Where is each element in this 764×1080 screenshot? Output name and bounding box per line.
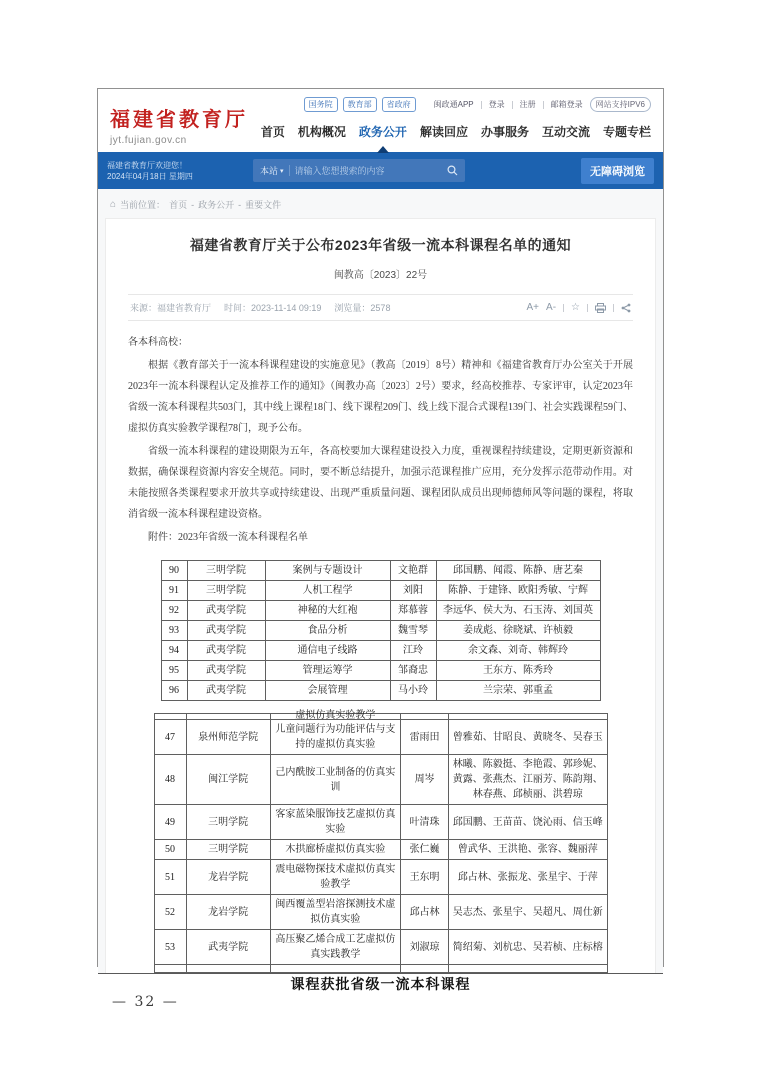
- table-row: [154, 720, 607, 755]
- search-scope-select[interactable]: 本站 ▾: [260, 166, 284, 176]
- cell-course: 震电磁物探技术虚拟仿真实验教学: [270, 860, 400, 895]
- nav-home[interactable]: 首页: [260, 125, 285, 139]
- cell-team: 吴志杰、张星宇、吴超凡、周仕新: [449, 895, 607, 930]
- cell-course: 通信电子线路: [265, 641, 390, 661]
- table-row: [161, 661, 600, 681]
- cell-school: 三明学院: [186, 805, 270, 840]
- article-body: [128, 332, 633, 548]
- cell-school: 龙岩学院: [186, 860, 270, 895]
- table-row: [154, 755, 607, 805]
- cell-school: 武夷学院: [187, 621, 265, 641]
- embedded-screenshot-frame: [97, 88, 664, 992]
- welcome-text: 福建省教育厅欢迎您！ 2024年04月18日 星期四: [107, 160, 193, 181]
- cell-no: 90: [161, 561, 187, 581]
- paragraph: 根据《教育部关于一流本科课程建设的实施意见》（教高〔2019〕8号）精神和《福建省教育厅办公室关于开展2023年一流本科课程认定及推荐工作的通知》（闽教办高〔2023〕2号）要求，经高校推荐、专家评审，认定2023年省级一流本科课程共503门，其中线上课程18门、线下课程209门、线上线下混合式课程139门、社会实践课程59门、虚拟仿真实验教学课程78门，现予公布。: [128, 360, 633, 434]
- breadcrumb-separator: -: [238, 199, 242, 210]
- meta-time: 时间：2023-11-14 09:19: [224, 303, 322, 313]
- accessibility-button[interactable]: 无障碍浏览: [581, 158, 654, 184]
- cell-school: 武夷学院: [187, 641, 265, 661]
- mailbox-login-link[interactable]: 邮箱登录: [550, 100, 583, 109]
- ipv6-badge: 网站支持IPV6: [590, 97, 651, 112]
- cell-school: 武夷学院: [187, 661, 265, 681]
- cell-leader: 魏雪琴: [390, 621, 436, 641]
- login-link[interactable]: 登录: [488, 100, 505, 109]
- figure-caption: 课程获批省级一流本科课程: [98, 973, 663, 994]
- article-tools: [527, 302, 631, 313]
- font-larger-button[interactable]: A+: [526, 302, 540, 313]
- cell-team: 陈静、于建锋、欧阳秀敏、宁辉: [436, 581, 600, 601]
- cell-leader: 雷雨田: [401, 720, 449, 755]
- cell-course: 己内酰胺工业制备的仿真实训: [270, 755, 400, 805]
- site-header: [98, 89, 663, 152]
- banner-bar: [98, 152, 663, 189]
- cell-no: 48: [154, 755, 186, 805]
- cell-no: 52: [154, 895, 186, 930]
- cell-course: 会展管理: [265, 681, 390, 701]
- cell-no: 91: [161, 581, 187, 601]
- cell-school: 泉州师范学院: [186, 720, 270, 755]
- cell-team: 王东方、陈秀玲: [436, 661, 600, 681]
- meta-views: 浏览量：2578: [334, 303, 391, 313]
- cell-team: 曾雅茹、甘昭良、黄晓冬、吴春玉: [449, 720, 607, 755]
- cell-school: 武夷学院: [187, 681, 265, 701]
- cell-course: 人机工程学: [265, 581, 390, 601]
- divider: [289, 165, 290, 176]
- divider: [613, 304, 614, 312]
- course-table-1: [161, 560, 601, 701]
- cell-course: 案例与专题设计: [265, 561, 390, 581]
- breadcrumb: [98, 189, 663, 218]
- cell-no: 96: [161, 681, 187, 701]
- paragraph: 省级一流本科课程的建设期限为五年，各高校要加大课程建设投入力度，重视课程持续建设，定期更新资源和数据，确保课程资源内容安全规范。同时，要不断总结提升，加强示范课程推广应用，充分发挥示范带动作用。对未能按照各类课程要求开放共享或持续建设、出现严重质量问题、课程团队成员出现师德师风等问题的课程，将取消省级一流本科课程建设资格。: [128, 446, 633, 520]
- article-title: 福建省教育厅关于公布2023年省级一流本科课程名单的通知: [189, 237, 572, 253]
- link-state-council[interactable]: 国务院: [304, 97, 338, 112]
- cell-no: 53: [154, 930, 186, 965]
- table-row: [154, 895, 607, 930]
- table-row: [161, 621, 600, 641]
- cell-no: 50: [154, 840, 186, 860]
- table-row: [161, 641, 600, 661]
- site-logo[interactable]: [110, 97, 248, 146]
- cell-leader: 邱占林: [401, 895, 449, 930]
- main-nav: [261, 123, 651, 140]
- cell-school: 武夷学院: [186, 930, 270, 965]
- font-smaller-button[interactable]: A-: [546, 302, 557, 313]
- cell-course: 食品分析: [265, 621, 390, 641]
- cell-school: 三明学院: [187, 581, 265, 601]
- link-minzhengtong-app[interactable]: 闽政通APP: [433, 100, 474, 109]
- cell-team: 姜成彪、徐晓斌、许桢毅: [436, 621, 600, 641]
- nav-special-columns[interactable]: 专题专栏: [602, 125, 651, 139]
- cell-course: 客家蓝染服饰技艺虚拟仿真实验: [270, 805, 400, 840]
- cell-course: 闽西覆盖型岩溶探测技术虚拟仿真实验: [270, 895, 400, 930]
- cell-no: 47: [154, 720, 186, 755]
- register-link[interactable]: 注册: [519, 100, 536, 109]
- breadcrumb-important-docs[interactable]: 重要文件: [245, 200, 282, 210]
- cell-team: 简绍菊、刘杭忠、吴若桢、庄标榕: [449, 930, 607, 965]
- attachment-line: 附件：2023年省级一流本科课程名单: [148, 532, 308, 543]
- cell-course: 木拱廊桥虚拟仿真实验: [270, 840, 400, 860]
- cell-course: 神秘的大红袍: [265, 601, 390, 621]
- cell-leader: 周岑: [401, 755, 449, 805]
- search-box[interactable]: [253, 159, 465, 182]
- nav-services[interactable]: 办事服务: [480, 125, 529, 139]
- document-number: 闽教高〔2023〕22号: [333, 270, 428, 281]
- webpage-screenshot: [98, 89, 663, 973]
- cell-leader: 邹裔忠: [390, 661, 436, 681]
- table-row: [161, 581, 600, 601]
- cell-school: 武夷学院: [187, 601, 265, 621]
- table-row: [161, 601, 600, 621]
- breadcrumb-separator: -: [191, 199, 195, 210]
- clipped-text: 虚拟仿真实验教学: [295, 710, 376, 721]
- cell-no: 51: [154, 860, 186, 895]
- site-logo-title: 福建省教育厅: [110, 109, 248, 131]
- link-provincial-gov[interactable]: 省政府: [382, 97, 416, 112]
- cell-leader: 王东明: [401, 860, 449, 895]
- chevron-down-icon: ▾: [280, 167, 284, 175]
- cell-team: 李远华、侯大为、石玉涛、刘国英: [436, 601, 600, 621]
- link-ministry-education[interactable]: 教育部: [343, 97, 377, 112]
- site-logo-url: jyt.fujian.gov.cn: [110, 135, 187, 146]
- cell-team: 余文森、刘奇、韩辉玲: [436, 641, 600, 661]
- nav-interaction[interactable]: 互动交流: [541, 125, 590, 139]
- cell-leader: 郑慕蓉: [390, 601, 436, 621]
- divider: [512, 101, 513, 109]
- salutation: 各本科高校：: [128, 337, 188, 348]
- cell-school: 三明学院: [186, 840, 270, 860]
- table-row: [154, 840, 607, 860]
- search-icon[interactable]: [447, 165, 458, 176]
- table-row-clipped: [154, 965, 607, 973]
- home-icon: ⌂: [110, 199, 117, 210]
- cell-team: 邱国鹏、闻霞、陈静、唐艺秦: [436, 561, 600, 581]
- divider: [563, 304, 564, 312]
- cell-no: 95: [161, 661, 187, 681]
- nav-gov-disclosure[interactable]: 政务公开: [358, 125, 407, 139]
- article-card: [105, 218, 656, 973]
- search-input[interactable]: [295, 166, 442, 176]
- cell-leader: 文艳群: [390, 561, 436, 581]
- share-icon[interactable]: [621, 303, 631, 313]
- top-utility-bar: [304, 97, 651, 112]
- cell-leader: 刘淑琼: [401, 930, 449, 965]
- table-row: [154, 860, 607, 895]
- cell-school: 龙岩学院: [186, 895, 270, 930]
- cell-leader: 刘阳: [390, 581, 436, 601]
- cell-leader: 张仁巍: [401, 840, 449, 860]
- cell-leader: 叶清珠: [401, 805, 449, 840]
- table-row: [161, 561, 600, 581]
- breadcrumb-prefix: 当前位置：: [120, 200, 166, 210]
- cell-school: 三明学院: [187, 561, 265, 581]
- breadcrumb-gov-disclosure[interactable]: 政务公开: [198, 200, 235, 210]
- cell-team: 林曦、陈毅挺、李艳霞、郭珍妮、黄露、张燕杰、江丽芳、陈韵翔、林春燕、邱桢丽、洪碧琼: [449, 755, 607, 805]
- cell-school: 闽江学院: [186, 755, 270, 805]
- cell-no: 94: [161, 641, 187, 661]
- table-row: [161, 681, 600, 701]
- cell-team: 邱国鹏、王苗苗、饶沁雨、信玉峰: [449, 805, 607, 840]
- favorite-star-icon[interactable]: ☆: [571, 302, 580, 313]
- cell-no: 93: [161, 621, 187, 641]
- nav-interpretation[interactable]: 解读回应: [419, 125, 468, 139]
- cell-leader: 江玲: [390, 641, 436, 661]
- meta-source: 来源：福建省教育厅: [130, 303, 212, 313]
- cell-no: 92: [161, 601, 187, 621]
- cell-no: 49: [154, 805, 186, 840]
- divider: [543, 101, 544, 109]
- cell-course: 儿童问题行为功能评估与支持的虚拟仿真实验: [270, 720, 400, 755]
- cell-course: 高压聚乙烯合成工艺虚拟仿真实践教学: [270, 930, 400, 965]
- page-number: — 32 —: [112, 994, 179, 1010]
- divider: [587, 304, 588, 312]
- course-table-2: [154, 710, 608, 973]
- table-row: [154, 805, 607, 840]
- breadcrumb-home[interactable]: 首页: [169, 200, 188, 210]
- table-row: [154, 930, 607, 965]
- print-icon[interactable]: [595, 303, 606, 313]
- nav-organization[interactable]: 机构概况: [297, 125, 346, 139]
- cell-team: 曾武华、王洪艳、张容、魏丽萍: [449, 840, 607, 860]
- cell-course: 管理运筹学: [265, 661, 390, 681]
- cell-team: 兰宗荣、郭重孟: [436, 681, 600, 701]
- cell-leader: 马小玲: [390, 681, 436, 701]
- article-meta-bar: [128, 294, 633, 321]
- divider: [481, 101, 482, 109]
- cell-team: 邱占林、张振龙、张星宇、于萍: [449, 860, 607, 895]
